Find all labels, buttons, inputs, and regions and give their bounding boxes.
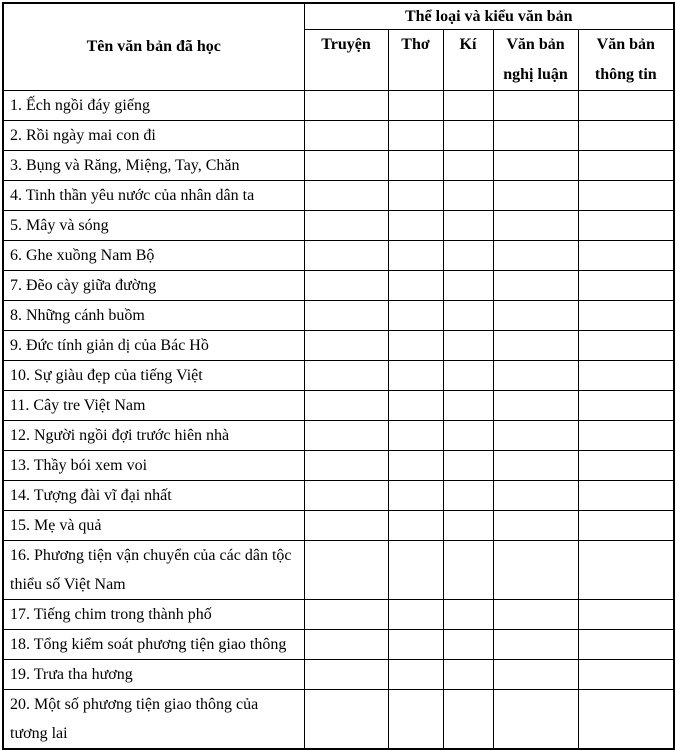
text-title-cell: 1. Ếch ngồi đáy giếng <box>3 91 304 121</box>
cell-tho <box>388 211 443 241</box>
header-group-row <box>3 3 674 30</box>
cell-tho <box>388 151 443 181</box>
table-row <box>3 241 674 271</box>
table-row <box>3 630 674 660</box>
table-row <box>3 600 674 630</box>
cell-nghi-luan <box>493 481 578 511</box>
cell-ki <box>443 211 493 241</box>
cell-nghi-luan <box>493 301 578 331</box>
cell-thong-tin <box>578 481 674 511</box>
column-header-ki: Kí <box>443 30 493 91</box>
literature-genre-table <box>2 2 675 750</box>
cell-tho <box>388 91 443 121</box>
column-header-thong-tin: Văn bản thông tin <box>578 30 674 91</box>
cell-thong-tin <box>578 91 674 121</box>
text-title-cell: 10. Sự giàu đẹp của tiếng Việt <box>3 361 304 391</box>
table-header <box>3 3 674 91</box>
cell-tho <box>388 241 443 271</box>
cell-thong-tin <box>578 151 674 181</box>
table-row <box>3 421 674 451</box>
table-row <box>3 181 674 211</box>
cell-tho <box>388 660 443 690</box>
cell-ki <box>443 331 493 361</box>
cell-thong-tin <box>578 361 674 391</box>
cell-thong-tin <box>578 271 674 301</box>
cell-tho <box>388 301 443 331</box>
cell-truyen <box>304 151 388 181</box>
cell-ki <box>443 421 493 451</box>
genre-group-header: Thể loại và kiểu văn bản <box>304 3 674 30</box>
cell-truyen <box>304 331 388 361</box>
text-title-cell: 3. Bụng và Răng, Miệng, Tay, Chăn <box>3 151 304 181</box>
cell-tho <box>388 271 443 301</box>
table-row <box>3 690 674 750</box>
cell-ki <box>443 391 493 421</box>
cell-truyen <box>304 91 388 121</box>
text-title-cell: 6. Ghe xuồng Nam Bộ <box>3 241 304 271</box>
table-row <box>3 391 674 421</box>
text-title-cell: 2. Rồi ngày mai con đi <box>3 121 304 151</box>
cell-nghi-luan <box>493 421 578 451</box>
cell-truyen <box>304 121 388 151</box>
title-column-header: Tên văn bản đã học <box>3 3 304 91</box>
column-header-nghi-luan: Văn bản nghị luận <box>493 30 578 91</box>
cell-nghi-luan <box>493 151 578 181</box>
cell-nghi-luan <box>493 271 578 301</box>
cell-ki <box>443 541 493 600</box>
cell-tho <box>388 511 443 541</box>
table-row <box>3 511 674 541</box>
cell-nghi-luan <box>493 690 578 750</box>
cell-thong-tin <box>578 211 674 241</box>
column-header-tho: Thơ <box>388 30 443 91</box>
cell-thong-tin <box>578 660 674 690</box>
cell-tho <box>388 481 443 511</box>
cell-thong-tin <box>578 511 674 541</box>
table-row <box>3 91 674 121</box>
cell-thong-tin <box>578 541 674 600</box>
text-title-cell: 15. Mẹ và quả <box>3 511 304 541</box>
cell-truyen <box>304 600 388 630</box>
table-row <box>3 660 674 690</box>
cell-thong-tin <box>578 451 674 481</box>
cell-truyen <box>304 421 388 451</box>
cell-nghi-luan <box>493 91 578 121</box>
cell-truyen <box>304 181 388 211</box>
cell-tho <box>388 630 443 660</box>
table-row <box>3 331 674 361</box>
text-title-cell: 20. Một số phương tiện giao thông của tương lai <box>3 690 304 750</box>
table-row <box>3 361 674 391</box>
text-title-cell: 16. Phương tiện vận chuyển của các dân tộc thiểu số Việt Nam <box>3 541 304 600</box>
cell-ki <box>443 451 493 481</box>
cell-thong-tin <box>578 181 674 211</box>
cell-tho <box>388 331 443 361</box>
cell-truyen <box>304 301 388 331</box>
cell-tho <box>388 181 443 211</box>
cell-nghi-luan <box>493 630 578 660</box>
text-title-cell: 19. Trưa tha hương <box>3 660 304 690</box>
cell-thong-tin <box>578 600 674 630</box>
table-row <box>3 451 674 481</box>
cell-tho <box>388 391 443 421</box>
cell-truyen <box>304 271 388 301</box>
cell-thong-tin <box>578 121 674 151</box>
cell-nghi-luan <box>493 211 578 241</box>
cell-ki <box>443 600 493 630</box>
cell-ki <box>443 361 493 391</box>
cell-nghi-luan <box>493 241 578 271</box>
table-body <box>3 91 674 750</box>
cell-tho <box>388 421 443 451</box>
cell-tho <box>388 600 443 630</box>
cell-ki <box>443 630 493 660</box>
cell-truyen <box>304 211 388 241</box>
cell-thong-tin <box>578 391 674 421</box>
text-title-cell: 11. Cây tre Việt Nam <box>3 391 304 421</box>
table-row <box>3 211 674 241</box>
cell-thong-tin <box>578 690 674 750</box>
text-title-cell: 12. Người ngồi đợi trước hiên nhà <box>3 421 304 451</box>
text-title-cell: 17. Tiếng chim trong thành phố <box>3 600 304 630</box>
cell-tho <box>388 361 443 391</box>
cell-thong-tin <box>578 331 674 361</box>
table-row <box>3 121 674 151</box>
cell-ki <box>443 181 493 211</box>
table-row <box>3 481 674 511</box>
cell-ki <box>443 151 493 181</box>
table-row <box>3 271 674 301</box>
cell-truyen <box>304 241 388 271</box>
cell-truyen <box>304 630 388 660</box>
cell-thong-tin <box>578 421 674 451</box>
column-header-truyen: Truyện <box>304 30 388 91</box>
cell-nghi-luan <box>493 660 578 690</box>
cell-nghi-luan <box>493 541 578 600</box>
cell-tho <box>388 451 443 481</box>
cell-ki <box>443 271 493 301</box>
cell-truyen <box>304 361 388 391</box>
cell-tho <box>388 121 443 151</box>
cell-truyen <box>304 660 388 690</box>
cell-nghi-luan <box>493 600 578 630</box>
cell-ki <box>443 660 493 690</box>
cell-truyen <box>304 511 388 541</box>
table-row <box>3 541 674 600</box>
cell-nghi-luan <box>493 331 578 361</box>
cell-nghi-luan <box>493 181 578 211</box>
cell-ki <box>443 121 493 151</box>
text-title-cell: 7. Đẽo cày giữa đường <box>3 271 304 301</box>
table-row <box>3 151 674 181</box>
cell-truyen <box>304 451 388 481</box>
cell-nghi-luan <box>493 511 578 541</box>
text-title-cell: 14. Tượng đài vĩ đại nhất <box>3 481 304 511</box>
cell-nghi-luan <box>493 391 578 421</box>
table-row <box>3 301 674 331</box>
cell-ki <box>443 241 493 271</box>
cell-tho <box>388 541 443 600</box>
cell-thong-tin <box>578 241 674 271</box>
cell-ki <box>443 91 493 121</box>
cell-ki <box>443 690 493 750</box>
cell-nghi-luan <box>493 121 578 151</box>
text-title-cell: 9. Đức tính giản dị của Bác Hồ <box>3 331 304 361</box>
cell-ki <box>443 301 493 331</box>
cell-truyen <box>304 481 388 511</box>
cell-truyen <box>304 391 388 421</box>
cell-thong-tin <box>578 301 674 331</box>
cell-nghi-luan <box>493 361 578 391</box>
cell-nghi-luan <box>493 451 578 481</box>
text-title-cell: 18. Tổng kiểm soát phương tiện giao thông <box>3 630 304 660</box>
cell-thong-tin <box>578 630 674 660</box>
cell-truyen <box>304 541 388 600</box>
text-title-cell: 13. Thầy bói xem voi <box>3 451 304 481</box>
text-title-cell: 8. Những cánh buồm <box>3 301 304 331</box>
cell-ki <box>443 511 493 541</box>
cell-tho <box>388 690 443 750</box>
text-title-cell: 5. Mây và sóng <box>3 211 304 241</box>
cell-ki <box>443 481 493 511</box>
text-title-cell: 4. Tinh thần yêu nước của nhân dân ta <box>3 181 304 211</box>
cell-truyen <box>304 690 388 750</box>
